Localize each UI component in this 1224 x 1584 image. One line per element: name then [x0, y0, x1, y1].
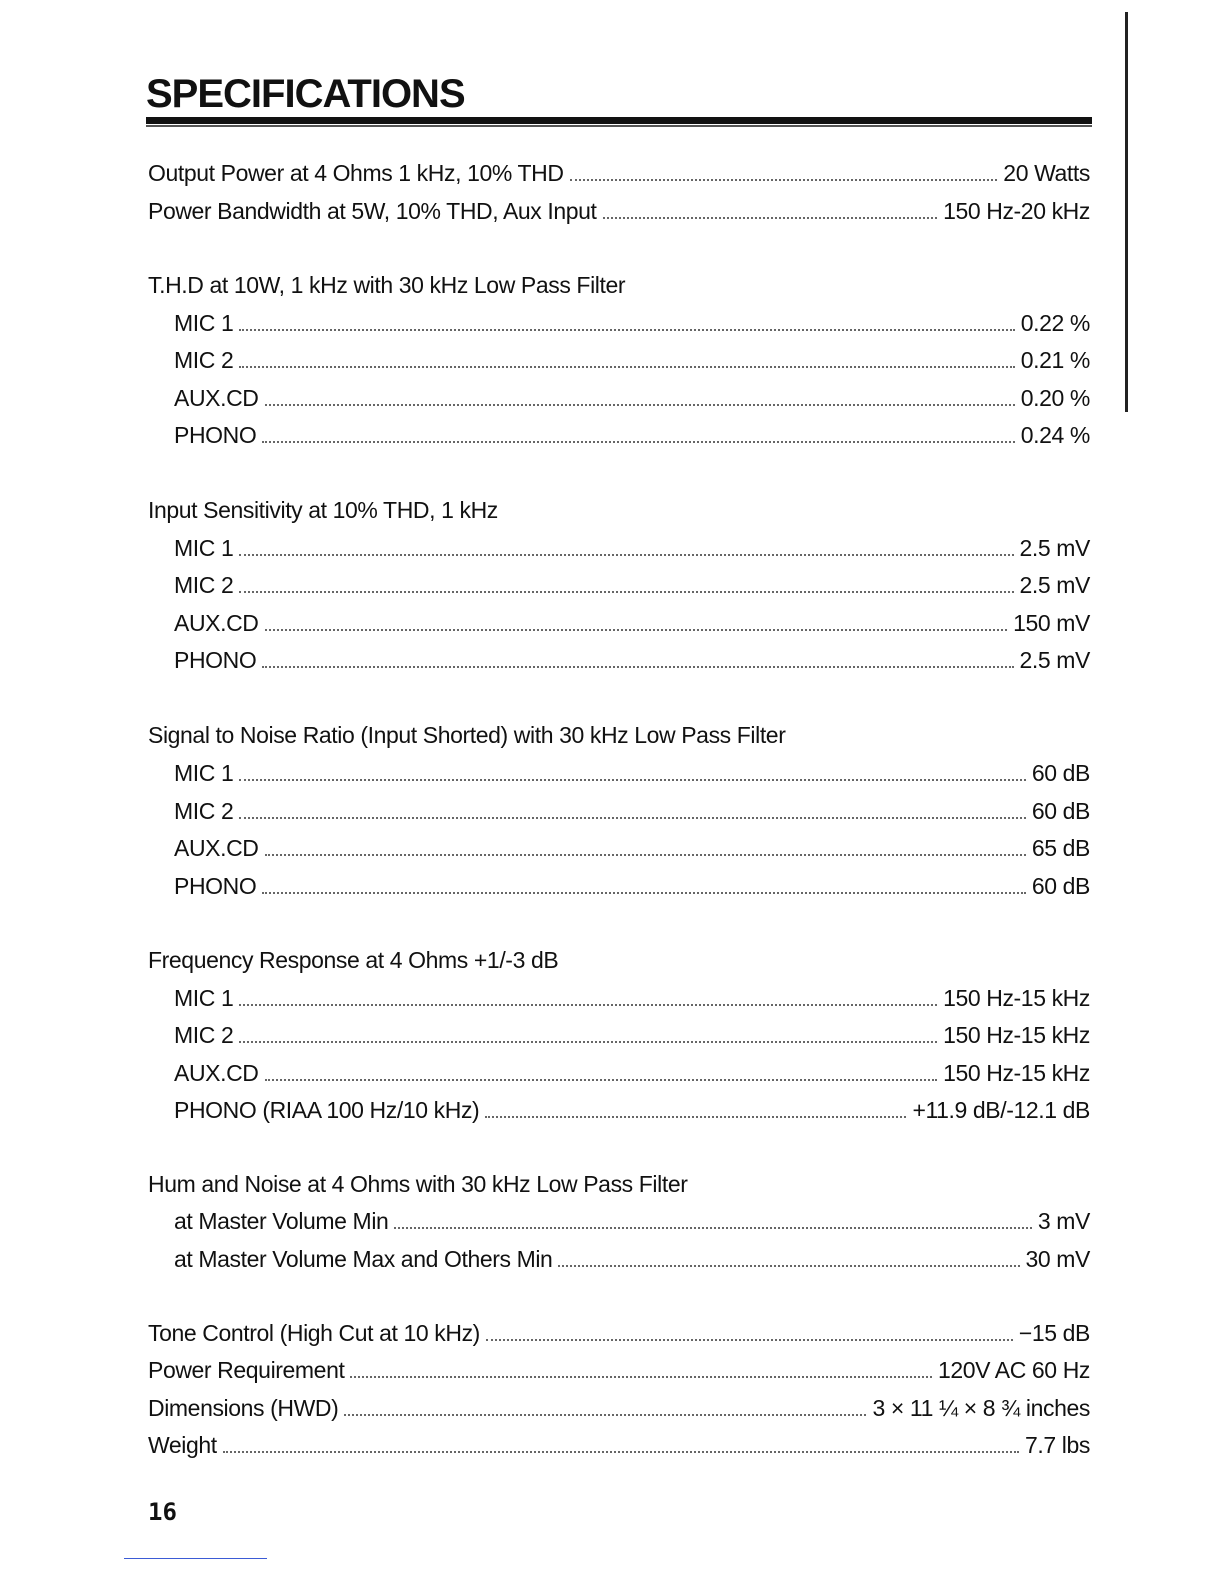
spec-value: 150 mV	[1013, 610, 1090, 636]
spec-label: Power Requirement	[148, 1357, 345, 1383]
spec-value: 2.5 mV	[1019, 647, 1090, 673]
spec-label: MIC 2	[174, 798, 234, 824]
section-heading-thd: T.H.D at 10W, 1 kHz with 30 kHz Low Pass Filter	[148, 272, 626, 298]
spec-value: +11.9 dB/-12.1 dB	[912, 1097, 1090, 1123]
spec-row	[174, 873, 1090, 903]
spec-row	[174, 1246, 1090, 1276]
dot-leader	[265, 629, 1008, 631]
section-heading-snr: Signal to Noise Ratio (Input Shorted) with 30 kHz Low Pass Filter	[148, 722, 786, 748]
dot-leader	[262, 666, 1013, 668]
dot-leader	[239, 366, 1014, 368]
spec-value: 30 mV	[1025, 1246, 1090, 1272]
title-rule-thin	[146, 125, 1092, 127]
dot-leader	[265, 1079, 938, 1081]
spec-label: AUX.CD	[174, 1060, 259, 1086]
spec-value: 150 Hz-15 kHz	[943, 1022, 1090, 1048]
spec-label: AUX.CD	[174, 610, 259, 636]
spec-label: MIC 2	[174, 1022, 234, 1048]
spec-value: 3 mV	[1037, 1208, 1090, 1234]
spec-row-power-requirement	[148, 1357, 1090, 1387]
spec-label: Output Power at 4 Ohms 1 kHz, 10% THD	[148, 160, 564, 186]
spec-label: MIC 1	[174, 760, 234, 786]
spec-row	[174, 1022, 1090, 1052]
spec-value: 150 Hz-15 kHz	[943, 985, 1090, 1011]
dot-leader	[350, 1376, 931, 1378]
dot-leader	[485, 1116, 906, 1118]
spec-label: PHONO	[174, 422, 257, 448]
spec-row-tone-control	[148, 1320, 1090, 1350]
dot-leader	[262, 441, 1014, 443]
spec-row	[174, 422, 1090, 452]
spec-value: 65 dB	[1031, 835, 1090, 861]
dot-leader	[265, 404, 1015, 406]
spec-row	[174, 647, 1090, 677]
spec-value: 20 Watts	[1003, 160, 1090, 186]
spec-label: PHONO	[174, 647, 257, 673]
spec-label: PHONO	[174, 873, 257, 899]
title-rule	[146, 117, 1092, 124]
spec-label: MIC 2	[174, 347, 234, 373]
spec-row	[174, 985, 1090, 1015]
spec-label: MIC 2	[174, 572, 234, 598]
spec-row	[174, 798, 1090, 828]
spec-label: Tone Control (High Cut at 10 kHz)	[148, 1320, 480, 1346]
spec-row	[174, 572, 1090, 602]
spec-label: MIC 1	[174, 535, 234, 561]
spec-row	[174, 385, 1090, 415]
dot-leader	[239, 817, 1026, 819]
spec-label: MIC 1	[174, 310, 234, 336]
spec-row	[174, 1060, 1090, 1090]
spec-value: 60 dB	[1031, 798, 1090, 824]
dot-leader	[239, 554, 1013, 556]
dot-leader	[239, 1041, 937, 1043]
spec-value: 0.24 %	[1020, 422, 1090, 448]
margin-bar	[1125, 12, 1128, 412]
dot-leader	[262, 892, 1026, 894]
spec-value: 0.20 %	[1020, 385, 1090, 411]
spec-value: 150 Hz-15 kHz	[943, 1060, 1090, 1086]
spec-label: MIC 1	[174, 985, 234, 1011]
spec-row	[174, 1208, 1090, 1238]
dot-leader	[239, 779, 1026, 781]
dot-leader	[486, 1339, 1013, 1341]
dot-leader	[239, 329, 1014, 331]
dot-leader	[239, 1004, 937, 1006]
spec-label: at Master Volume Min	[174, 1208, 389, 1234]
spec-label: PHONO (RIAA 100 Hz/10 kHz)	[174, 1097, 480, 1123]
spec-value: 7.7 lbs	[1025, 1432, 1090, 1458]
spec-value: 0.21 %	[1020, 347, 1090, 373]
spec-row	[174, 1097, 1090, 1127]
spec-row-dimensions	[148, 1395, 1090, 1425]
dot-leader	[603, 217, 938, 219]
spec-value: 0.22 %	[1020, 310, 1090, 336]
section-heading-input-sensitivity: Input Sensitivity at 10% THD, 1 kHz	[148, 497, 498, 523]
spec-row	[174, 760, 1090, 790]
dot-leader	[223, 1451, 1019, 1453]
dot-leader	[344, 1414, 866, 1416]
dot-leader	[570, 179, 998, 181]
spec-row	[174, 835, 1090, 865]
spec-label: Weight	[148, 1432, 217, 1458]
spec-row	[174, 347, 1090, 377]
section-heading-frequency-response: Frequency Response at 4 Ohms +1/-3 dB	[148, 947, 559, 973]
spec-value: 2.5 mV	[1019, 572, 1090, 598]
spec-row-power-bandwidth	[148, 198, 1090, 228]
page-title: SPECIFICATIONS	[146, 72, 465, 116]
spec-label: AUX.CD	[174, 385, 259, 411]
spec-value: 60 dB	[1031, 760, 1090, 786]
spec-row	[174, 310, 1090, 340]
spec-label: Dimensions (HWD)	[148, 1395, 339, 1421]
spec-value: −15 dB	[1018, 1320, 1090, 1346]
spec-value: 3 × 11 ¼ × 8 ¾ inches	[872, 1395, 1090, 1421]
spec-value: 150 Hz-20 kHz	[943, 198, 1090, 224]
spec-value: 60 dB	[1031, 873, 1090, 899]
spec-label: at Master Volume Max and Others Min	[174, 1246, 553, 1272]
spec-label: Power Bandwidth at 5W, 10% THD, Aux Input	[148, 198, 597, 224]
spec-value: 2.5 mV	[1019, 535, 1090, 561]
footer-line	[124, 1558, 267, 1559]
spec-value: 120V AC 60 Hz	[937, 1357, 1090, 1383]
dot-leader	[558, 1265, 1019, 1267]
spec-label: AUX.CD	[174, 835, 259, 861]
dot-leader	[239, 591, 1013, 593]
spec-row-weight	[148, 1432, 1090, 1462]
dot-leader	[394, 1227, 1031, 1229]
dot-leader	[265, 854, 1026, 856]
spec-row-output-power	[148, 160, 1090, 190]
spec-row	[174, 535, 1090, 565]
page-number: 16	[148, 1498, 177, 1526]
section-heading-hum-noise: Hum and Noise at 4 Ohms with 30 kHz Low Pass Filter	[148, 1171, 688, 1197]
spec-row	[174, 610, 1090, 640]
